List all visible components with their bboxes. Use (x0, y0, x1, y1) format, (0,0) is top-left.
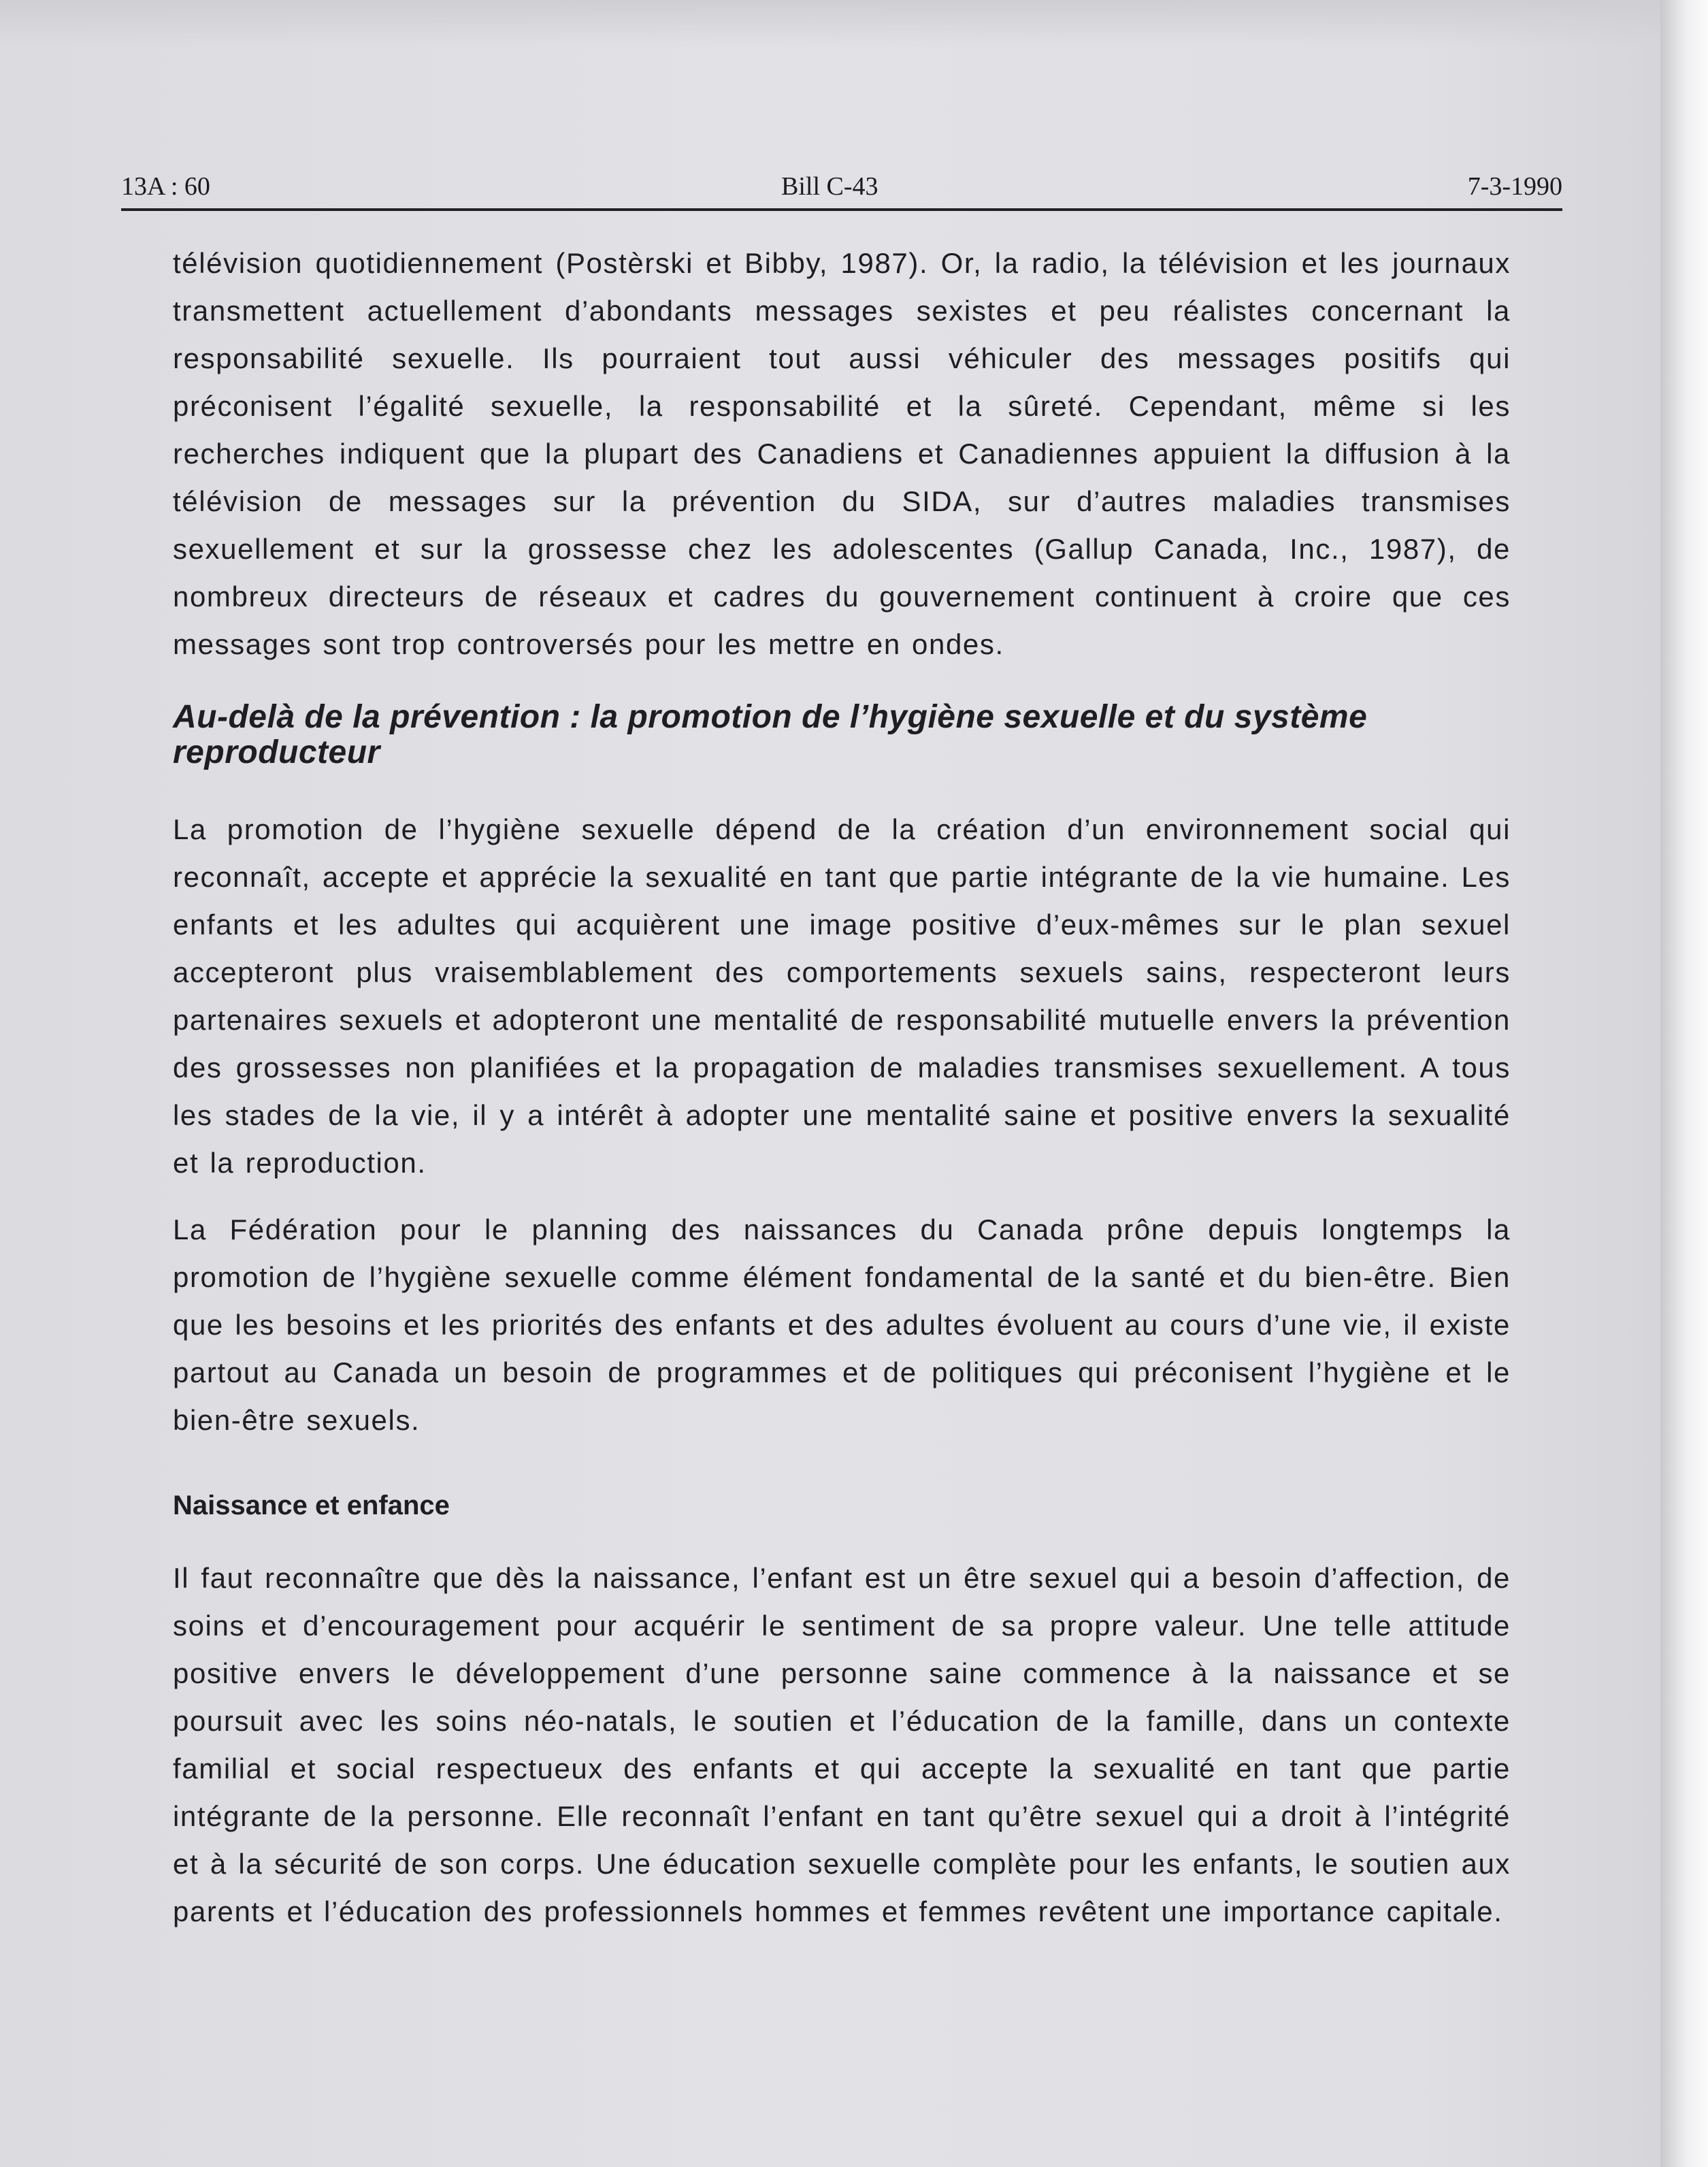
section-paragraph: La promotion de l’hygiène sexuelle dépend de la création d’un environnement social qui reconnaît, accepte et apprécie la sexualité en tant que partie intégrante de la vie humaine. Les enfants et les adultes qui acquièrent une image positive d’eux-mêmes sur le plan sexuel accepteront plus vraisemblablement des comportements sexuels sains, respecteront leurs partenaires sexuels et adopteront une mentalité de responsabilité mutuelle envers la prévention des grossesses non planifiées et la propagation de maladies transmises sexuellement. A tous les stades de la vie, il y a intérêt à adopter une mentalité saine et positive envers la sexualité et la reproduction. (173, 813, 1511, 1179)
subsection-heading: Naissance et enfance (173, 1490, 450, 1520)
page-number: 13A : 60 (121, 172, 210, 201)
intro-paragraph: télévision quotidiennement (Postèrski et Bibby, 1987). Or, la radio, la télévision et les journaux transmettent actuellement d’abondants messages sexistes et peu réalistes concernant la responsabilité sexuelle. Ils pourraient tout aussi véhiculer des messages positifs qui préconisent l’égalité sexuelle, la responsabilité et la sûreté. Cependant, même si les recherches indiquent que la plupart des Canadiens et Canadiennes appuient la diffusion à la télévision de messages sur la prévention du SIDA, sur d’autres maladies transmises sexuellement et sur la grossesse chez les adolescentes (Gallup Canada, Inc., 1987), de nombreux directeurs de réseaux et cadres du gouvernement continuent à croire que ces messages sont trop controversés pour les mettre en ondes. (173, 247, 1511, 660)
date: 7-3-1990 (1467, 172, 1562, 201)
header-rule (121, 208, 1562, 211)
subsection-paragraph: Il faut reconnaître que dès la naissance, l’enfant est un être sexuel qui a besoin d’affection, de soins et d’encouragement pour acquérir le sentiment de sa propre valeur. Une telle attitude positive envers le développement d’une personne saine commence à la naissance et se poursuit avec les soins néo-natals, le soutien et l’éducation de la famille, dans un contexte familial et social respectueux des enfants et qui accepte la sexualité en tant que partie intégrante de la personne. Elle reconnaît l’enfant en tant qu’être sexuel qui a droit à l’intégrité et à la sécurité de son corps. Une éducation sexuelle complète pour les enfants, le soutien aux parents et l’éducation des professionnels hommes et femmes revêtent une importance capitale. (173, 1562, 1511, 1927)
document-body (173, 240, 1511, 1936)
section-heading: Au-delà de la prévention : la promotion de l’hygiène sexuelle et du système reproducteur (173, 699, 1368, 770)
page-edge (1660, 0, 1708, 2167)
scan-shadow (0, 0, 1660, 48)
page-header (121, 172, 1562, 208)
section-paragraph: La Fédération pour le planning des naissances du Canada prône depuis longtemps la promotion de l’hygiène sexuelle comme élément fondamental de la santé et du bien-être. Bien que les besoins et les priorités des enfants et des adultes évoluent au cours d’une vie, il existe partout au Canada un besoin de programmes et de politiques qui préconisent l’hygiène et le bien-être sexuels. (173, 1213, 1511, 1436)
bill-title: Bill C-43 (781, 172, 878, 201)
